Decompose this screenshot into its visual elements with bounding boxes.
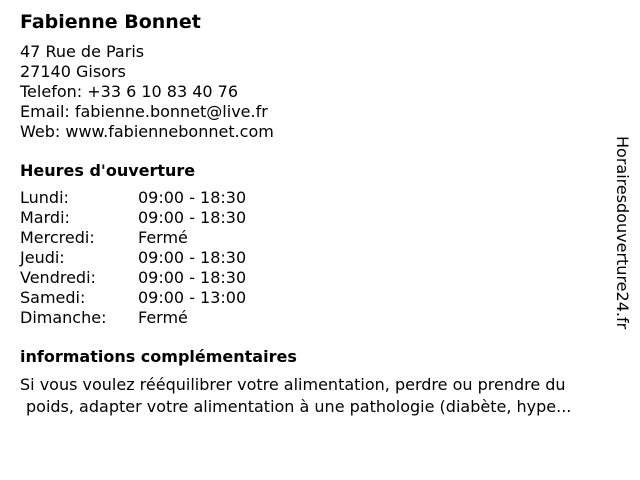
hours-row-sunday xyxy=(20,308,620,328)
hours-row-friday xyxy=(20,268,620,288)
hours-row-thursday xyxy=(20,248,620,268)
watermark-text: Horairesdouverture24.fr xyxy=(613,136,632,330)
day-hours: Fermé xyxy=(138,308,188,327)
day-label: Lundi: xyxy=(20,188,69,207)
day-label: Mercredi: xyxy=(20,228,95,247)
hours-row-monday xyxy=(20,188,620,208)
day-label: Samedi: xyxy=(20,288,86,307)
info-line-2: poids, adapter votre alimentation à une pathologie (diabète, hype... xyxy=(26,397,572,416)
day-hours: 09:00 - 18:30 xyxy=(138,208,247,227)
phone-number: Telefon: +33 6 10 83 40 76 xyxy=(20,82,239,101)
address-block xyxy=(20,42,620,142)
day-hours: 09:00 - 18:30 xyxy=(138,268,247,287)
city-address: 27140 Gisors xyxy=(20,62,126,81)
additional-info-text xyxy=(20,374,620,418)
business-name: Fabienne Bonnet xyxy=(20,11,201,33)
day-label: Jeudi: xyxy=(20,248,65,267)
additional-info-title: informations complémentaires xyxy=(20,347,297,366)
day-label: Vendredi: xyxy=(20,268,96,287)
watermark xyxy=(610,136,632,346)
day-hours: 09:00 - 13:00 xyxy=(138,288,247,307)
hours-row-saturday xyxy=(20,288,620,308)
street-address: 47 Rue de Paris xyxy=(20,42,145,61)
opening-hours-table xyxy=(20,188,620,328)
hours-row-tuesday xyxy=(20,208,620,228)
day-label: Mardi: xyxy=(20,208,70,227)
day-hours: Fermé xyxy=(138,228,188,247)
day-label: Dimanche: xyxy=(20,308,107,327)
hours-row-wednesday xyxy=(20,228,620,248)
info-line-1: Si vous voulez rééquilibrer votre alimentation, perdre ou prendre du xyxy=(20,375,566,394)
email-address: Email: fabienne.bonnet@live.fr xyxy=(20,102,268,121)
website: Web: www.fabiennebonnet.com xyxy=(20,122,274,141)
day-hours: 09:00 - 18:30 xyxy=(138,188,247,207)
opening-hours-title: Heures d'ouverture xyxy=(20,161,196,180)
business-card xyxy=(20,10,620,418)
day-hours: 09:00 - 18:30 xyxy=(138,248,247,267)
